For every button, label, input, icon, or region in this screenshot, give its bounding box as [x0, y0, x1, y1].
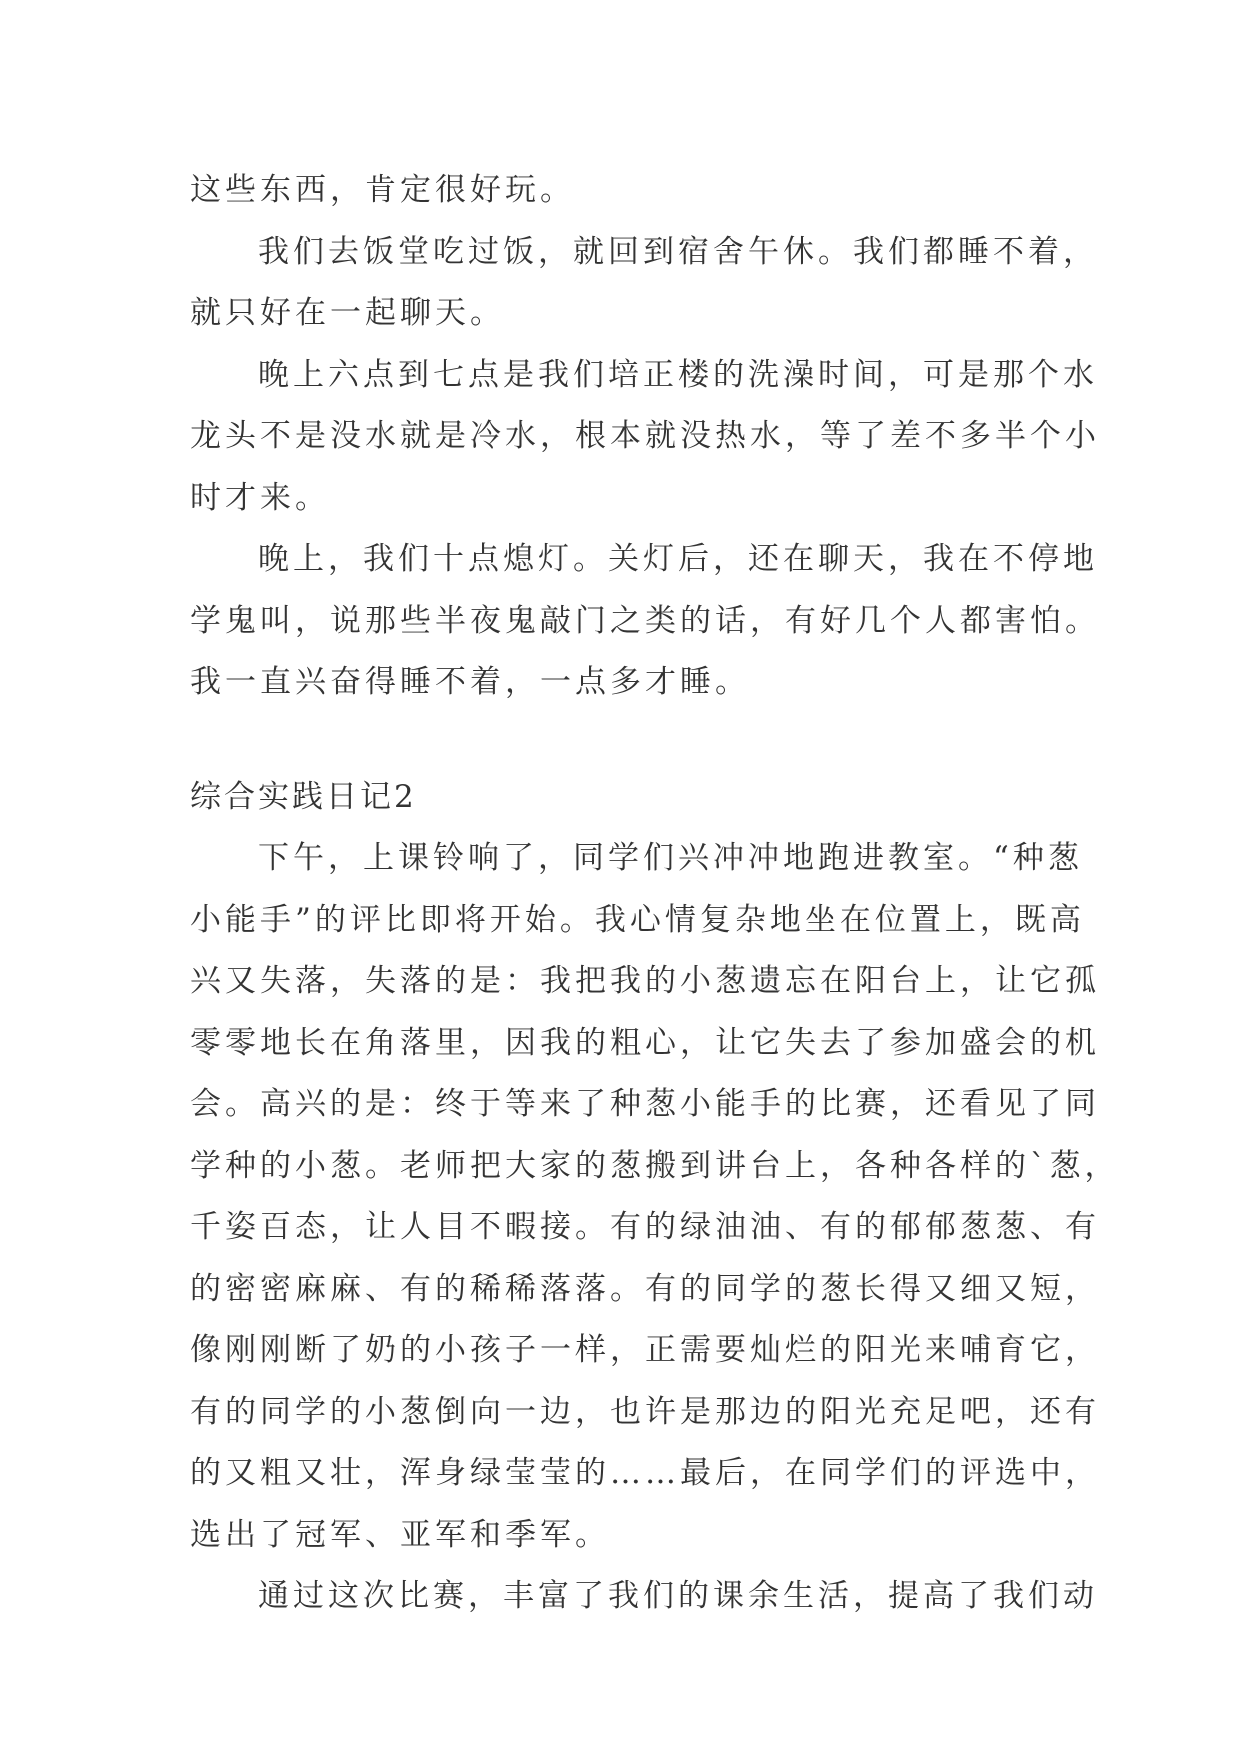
text-line: 千姿百态，让人目不暇接。有的绿油油、有的郁郁葱葱、有: [190, 1209, 1100, 1245]
text-line: 有的同学的小葱倒向一边，也许是那边的阳光充足吧，还有: [190, 1393, 1100, 1430]
text-line: 时才来。: [190, 479, 330, 516]
document-body: [190, 160, 1120, 1628]
text-line: 的密密麻麻、有的稀稀落落。有的同学的葱长得又细又短，: [190, 1270, 1100, 1307]
paragraph-start-line: 晚上六点到七点是我们培正楼的洗澡时间，可是那个水: [258, 356, 1098, 393]
text-line: 这些东西，肯定很好玩。: [190, 172, 575, 208]
text-line: 兴又失落，失落的是：我把我的小葱遗忘在阳台上，让它孤: [190, 963, 1100, 999]
section-heading: 综合实践日记2: [190, 778, 417, 815]
text-line: 零零地长在角落里，因我的粗心，让它失去了参加盛会的机: [190, 1024, 1100, 1061]
text-line: 选出了冠军、亚军和季军。: [190, 1516, 610, 1553]
paragraph-start-line: 我们去饭堂吃过饭，就回到宿舍午休。我们都睡不着，: [258, 233, 1098, 270]
text-line: 像刚刚断了奶的小孩子一样，正需要灿烂的阳光来哺育它，: [190, 1332, 1100, 1368]
paragraph-start-line: 通过这次比赛，丰富了我们的课余生活，提高了我们动: [258, 1578, 1098, 1614]
text-line: 小能手”的评比即将开始。我心情复杂地坐在位置上，既高: [190, 901, 1085, 938]
section-gap: [190, 714, 1070, 767]
text-line: 我一直兴奋得睡不着，一点多才睡。: [190, 664, 750, 700]
text-line: 学鬼叫，说那些半夜鬼敲门之类的话，有好几个人都害怕。: [190, 602, 1100, 639]
paragraph-start-line: 下午，上课铃响了，同学们兴冲冲地跑进教室。“种葱: [258, 840, 1083, 876]
text-line: 学种的小葱。老师把大家的葱搬到讲台上，各种各样的`葱，: [190, 1147, 1120, 1184]
text-line: 龙头不是没水就是冷水，根本就没热水，等了差不多半个小: [190, 418, 1100, 454]
text-line: 会。高兴的是：终于等来了种葱小能手的比赛，还看见了同: [190, 1086, 1100, 1122]
text-line: 的又粗又壮，浑身绿莹莹的……最后，在同学们的评选中，: [190, 1455, 1100, 1491]
text-line: 就只好在一起聊天。: [190, 295, 505, 331]
paragraph-start-line: 晚上，我们十点熄灯。关灯后，还在聊天，我在不停地: [258, 541, 1098, 577]
